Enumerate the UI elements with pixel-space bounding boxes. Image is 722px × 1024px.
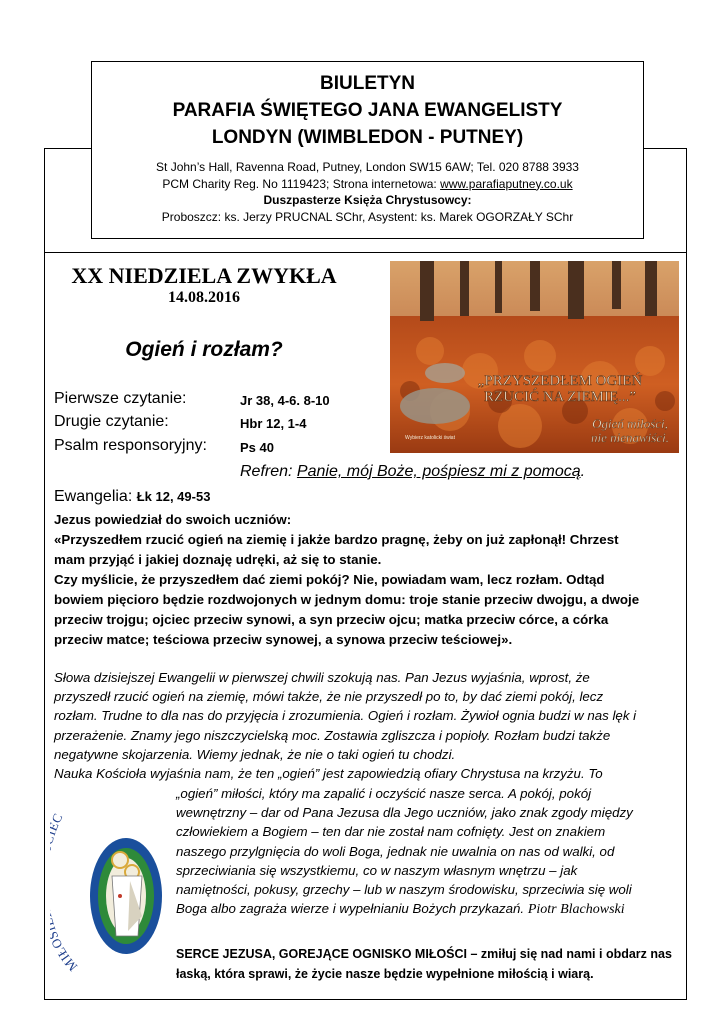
sunday-theme: Ogień i rozłam? — [125, 338, 283, 361]
gospel-line: mam przyjąć i jakiej doznaję udręki, aż się to stanie. — [54, 552, 382, 567]
autumn-forest-image — [390, 261, 679, 453]
gospel-line: przeciw matce; teściowa przeciw synowej, a synowa przeciw teściowej». — [54, 632, 513, 647]
gospel-line: bowiem pięcioro będzie rozdwojonych w jednym domu: troje stanie przeciw dwojgu, a dwoje — [54, 592, 640, 607]
reflection-line: wewnętrzny – dar od Pana Jezusa dla Jego uczniów, jako znak zgody między — [176, 805, 633, 821]
second-reading-ref: Hbr 12, 1-4 — [240, 416, 307, 431]
second-reading-label: Drugie czytanie: — [54, 413, 169, 430]
psalm-ref: Ps 40 — [240, 440, 274, 455]
photo-caption-line1: Ogień miłości, — [592, 416, 668, 431]
reflection-line: Boga albo zagraża wierze i wypełnianiu Bożych przykazań. — [176, 901, 525, 917]
refrain-prefix: Refren: — [240, 463, 297, 480]
section-divider — [44, 252, 686, 253]
reflection-line: namiętności, pokusy, grzechy – lub w naszym środowisku, sprzeciwia się woli — [176, 882, 632, 898]
reflection-line: Nauka Kościoła wyjaśnia nam, że ten „ogień” jest zapowiedzią ofiary Chrystusa na krzyżu. To — [54, 766, 603, 782]
reflection-line: negatywne skojarzenia. Wiemy jednak, że nie o taki ogień tu chodzi. — [54, 746, 456, 762]
charity-line — [92, 176, 643, 193]
reflection-line: rozłam. Trudne to dla nas do przyjęcia i zrozumienia. Ogień i rozłam. Żywioł ognia budzi w nas lęk i — [54, 708, 637, 724]
gospel-text — [54, 510, 676, 650]
logo-motto: MIŁ — [52, 944, 81, 975]
reflection-line: sprzeciwiania się wszystkiemu, co w naszym własnym wnętrzu – jak — [176, 862, 578, 878]
pastors-names: Proboszcz: ks. Jerzy PRUCNAL SChr, Asystent: ks. Marek OGORZAŁY SChr — [161, 209, 574, 224]
refrain-text: Panie, mój Boże, pośpiesz mi z pomocą — [296, 463, 581, 480]
gospel-line: Jezus powiedział do swoich uczniów: — [54, 512, 292, 527]
charity-prefix: PCM Charity Reg. No 1119423; Strona internetowa: — [162, 176, 441, 191]
closing-line: łaską, która sprawi, że życie nasze będzie wypełnione miłością i wiarą. — [176, 967, 594, 981]
website-link[interactable]: www.parafiaputney.co.uk — [440, 176, 573, 191]
gospel-line: Czy myślicie, że przyszedłem dać ziemi pokój? Nie, powiadam wam, lecz rozłam. Odtąd — [54, 572, 605, 587]
year-of-mercy-logo — [50, 786, 170, 982]
sunday-title: XX NIEDZIELA ZWYKŁA — [71, 263, 337, 288]
parish-location: LONDYN (WIMBLEDON - PUTNEY) — [211, 127, 524, 148]
first-reading-label: Pierwsze czytanie: — [54, 390, 187, 407]
sunday-date: 14.08.2016 — [168, 289, 240, 306]
photo-quote-line2: RZUCIĆ NA ZIEMIĘ...” — [483, 389, 637, 405]
photo-quote-line1: „PRZYSZEDŁEM OGIEŃ — [477, 373, 643, 389]
gospel-label: Ewangelia: — [54, 488, 137, 505]
reflection-line-last — [176, 899, 682, 919]
psalm-refrain — [240, 463, 585, 481]
gospel-line: «Przyszedłem rzucić ogień na ziemię i jakże bardzo pragnę, żeby on już zapłonął! Chrzest — [54, 532, 619, 547]
header-box — [91, 61, 644, 239]
reflection-line: „ogień” miłości, który ma zapalić i oczyścić nasze serca. A pokój, pokój — [176, 786, 592, 801]
reflection-author: Piotr Blachowski — [527, 902, 625, 918]
gospel-ref: Łk 12, 49-53 — [136, 489, 211, 504]
closing-prayer — [176, 944, 682, 984]
photo-credit: Wybierz katolicki świat — [405, 435, 455, 441]
gospel-line: przeciw trojgu; ojciec przeciw synowi, a syn przeciw ojcu; matka przeciw córce, a córka — [54, 612, 609, 627]
bulletin-title: BIULETYN — [320, 73, 415, 94]
reflection-text — [54, 668, 678, 783]
first-reading-ref: Jr 38, 4-6. 8-10 — [240, 393, 330, 408]
reflection-line: człowiekiem a Bogiem – ten dar nie został nam cofnięty. Jest on znakiem — [176, 824, 606, 840]
psalm-label: Psalm responsoryjny: — [54, 437, 207, 454]
reflection-line: Słowa dzisiejszej Ewangelii w pierwszej chwili szokują nas. Pan Jezus wyjaśnia, wprost, że — [54, 670, 590, 685]
parish-name: PARAFIA ŚWIĘTEGO JANA EWANGELISTY — [172, 100, 563, 121]
reflection-line: przerażenie. Znamy jego niszczycielską moc. Zostawia zgliszcza i popioły. Rozłam budzi także — [54, 727, 611, 743]
photo-caption-line2: nie nienawiści. — [591, 430, 669, 445]
closing-line: SERCE JEZUSA, GOREJĄCE OGNISKO MIŁOŚCI – zmiłuj się nad nami i obdarz nas — [176, 947, 672, 961]
svg-text:MIŁOSIERNI JAK OJCIEC — [50, 811, 80, 975]
reflection-text-indented — [176, 784, 682, 919]
reflection-line: przyszedł rzucić ogień na ziemię, mówi także, że nie przyszedł po to, by dać ziemi pokój, lecz — [54, 689, 604, 705]
reflection-line: naszego przylgnięcia do woli Boga, jednak nie uwalnia on nas od walki, od — [176, 843, 615, 859]
parish-address: St John’s Hall, Ravenna Road, Putney, London SW15 6AW; Tel. 020 8788 3933 — [156, 160, 579, 174]
refrain-suffix: . — [580, 463, 586, 480]
gospel-heading — [54, 488, 210, 506]
pastors-heading: Duszpasterze Księża Chrystusowcy: — [263, 193, 472, 207]
